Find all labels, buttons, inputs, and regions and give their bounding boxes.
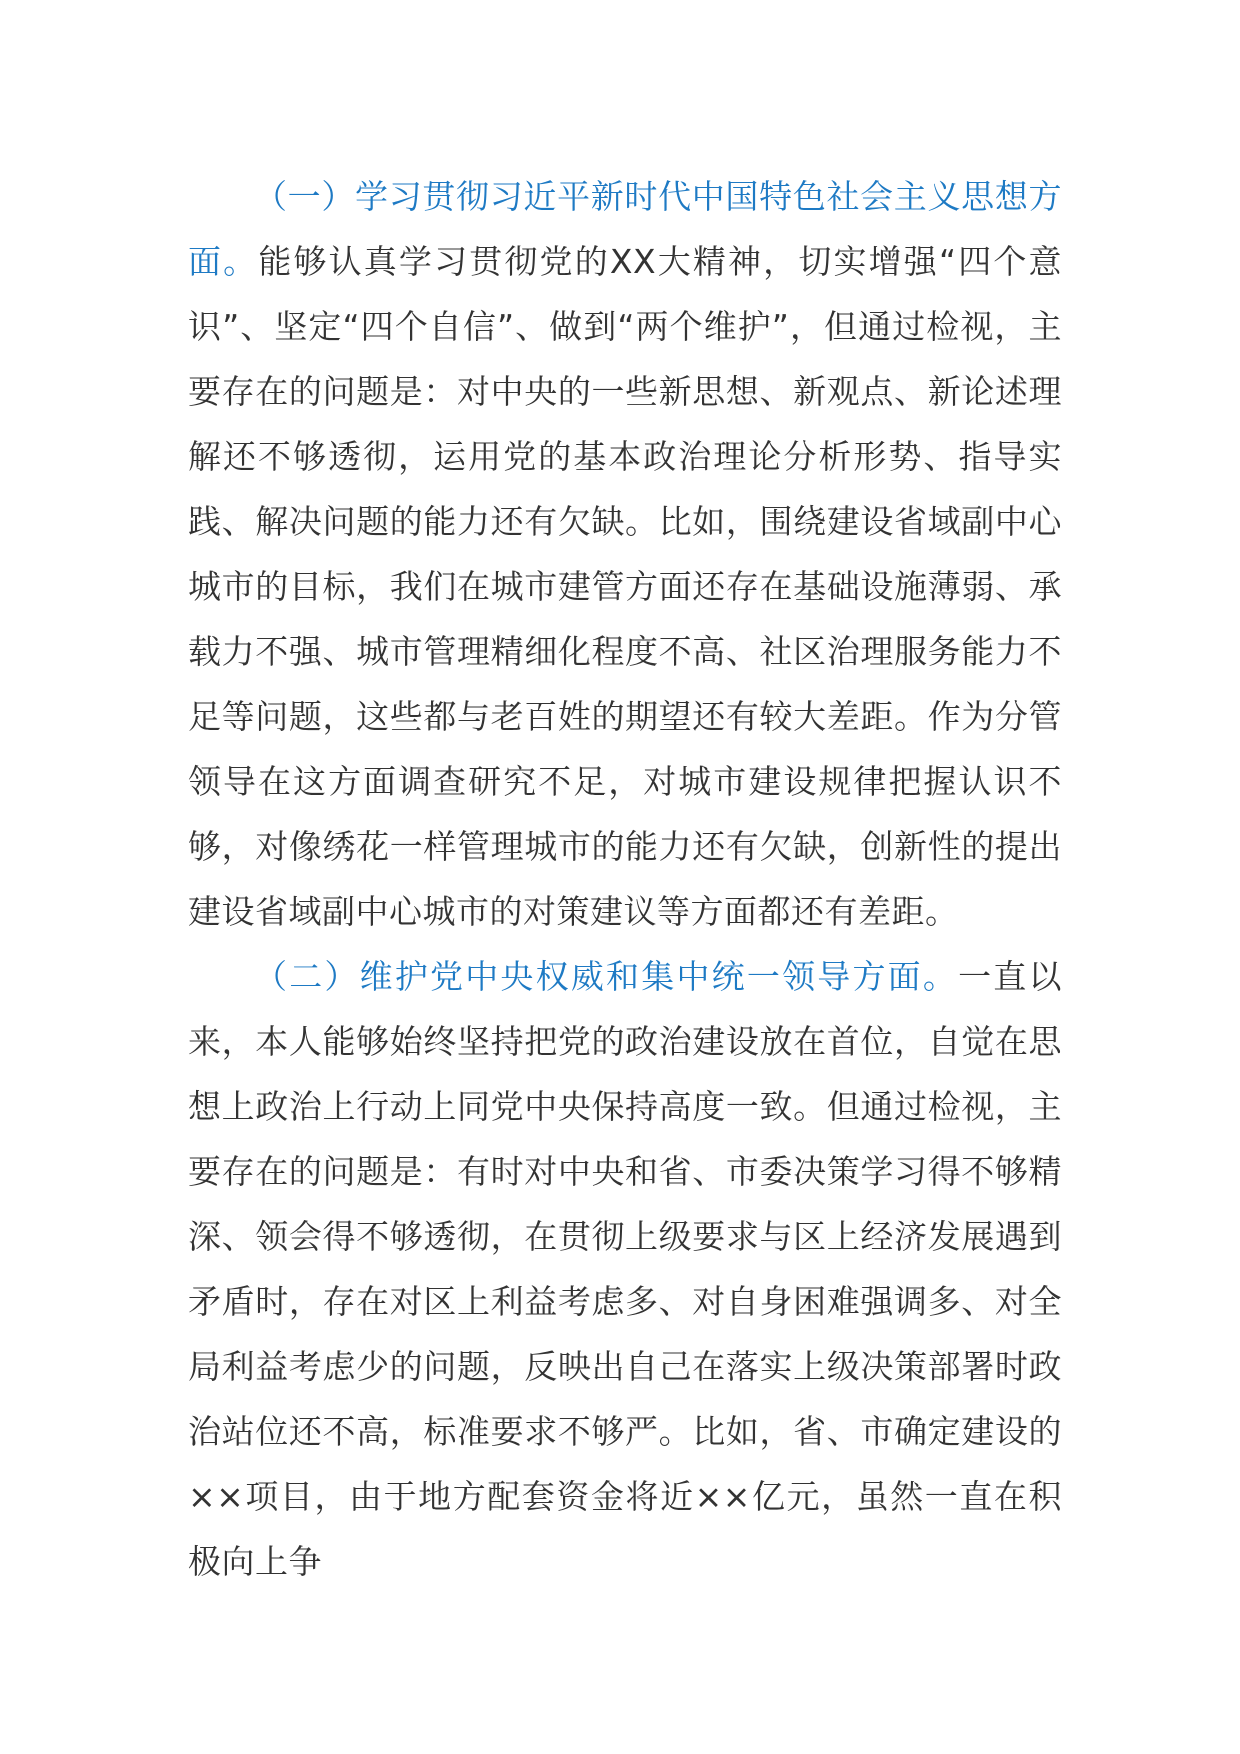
paragraph-text-2: 一直以来，本人能够始终坚持把党的政治建设放在首位，自觉在思想上政治上行动上同党中央保持高度一致。但通过检视，主要存在的问题是：有时对中央和省、市委决策学习得不够精深、领会得不够透彻，在贯彻上级要求与区上经济发展遇到矛盾时，存在对区上利益考虑多、对自身困难强调多、对全局利益考虑少的问题，反映出自己在落实上级决策部署时政治站位还不高，标准要求不够严。比如，省、市确定建设的××项目，由于地方配套资金将近××亿元，虽然一直在积极向上争: [188, 957, 1063, 1581]
paragraph-2: [188, 944, 1062, 1594]
section-heading-2: （二）维护党中央权威和集中统一领导方面。: [254, 957, 959, 996]
paragraph-text-1: 能够认真学习贯彻党的XX大精神，切实增强“四个意识”、坚定“四个自信”、做到“两个维护”，但通过检视，主要存在的问题是：对中央的一些新思想、新观点、新论述理解还不够透彻，运用党的基本政治理论分析形势、指导实践、解决问题的能力还有欠缺。比如，围绕建设省域副中心城市的目标，我们在城市建管方面还存在基础设施薄弱、承载力不强、城市管理精细化程度不高、社区治理服务能力不足等问题，这些都与老百姓的期望还有较大差距。作为分管领导在这方面调查研究不足，对城市建设规律把握认识不够，对像绣花一样管理城市的能力还有欠缺，创新性的提出建设省域副中心城市的对策建议等方面都还有差距。: [188, 242, 1063, 931]
paragraph-1: [188, 164, 1062, 944]
section-heading-1: （一）学习贯彻习近平新时代中国特色社会主义思想方面。: [188, 177, 1062, 281]
document-body: [188, 164, 1062, 1594]
